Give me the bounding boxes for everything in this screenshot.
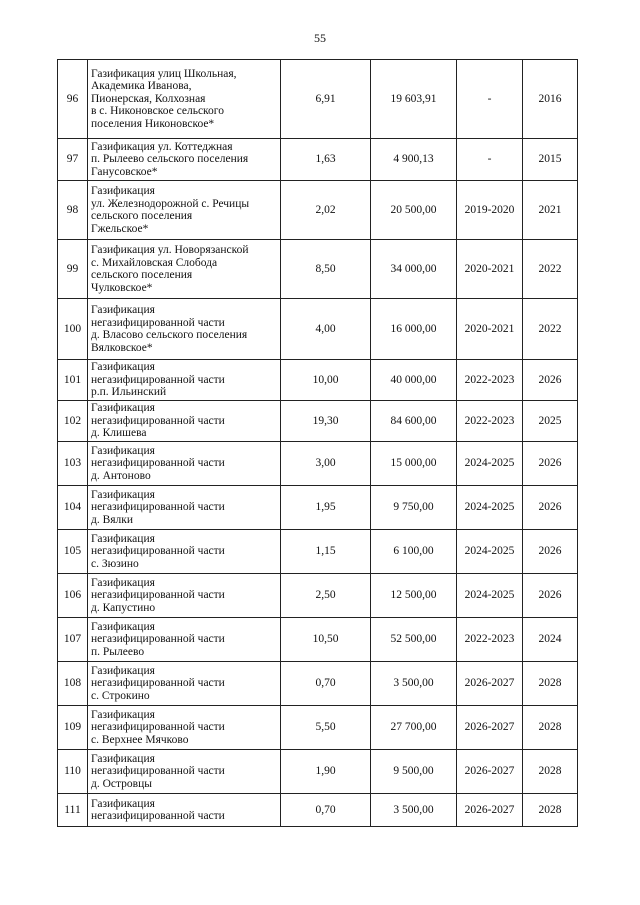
row-name-line: Газификация	[91, 444, 155, 457]
row-name-line: Газификация	[91, 304, 155, 316]
row-period: 2026-2027	[457, 706, 523, 750]
row-period: 2024-2025	[457, 530, 523, 574]
row-name-line: Газификация	[91, 185, 155, 197]
table-row	[58, 360, 578, 401]
row-year: 2016	[523, 60, 578, 139]
row-name-line: п. Рылеево сельского поселения	[91, 153, 249, 166]
row-cost: 3 500,00	[371, 662, 457, 706]
row-cost: 27 700,00	[371, 706, 457, 750]
row-name-line: Газификация	[91, 361, 155, 374]
row-number: 102	[58, 401, 88, 442]
table-row	[58, 240, 578, 299]
row-name-line: п. Рылеево	[91, 645, 145, 658]
table-row	[58, 530, 578, 574]
row-name-line: Газификация улиц Школьная,	[91, 67, 237, 80]
row-period: 2026-2027	[457, 750, 523, 794]
row-name-line: негазифицированной части	[91, 373, 225, 386]
row-length: 19,30	[281, 401, 371, 442]
table-row	[58, 401, 578, 442]
row-name	[88, 299, 281, 360]
row-year: 2025	[523, 401, 578, 442]
row-cost: 40 000,00	[371, 360, 457, 401]
row-length: 6,91	[281, 60, 371, 139]
row-name	[88, 401, 281, 442]
row-year: 2021	[523, 181, 578, 240]
row-cost: 34 000,00	[371, 240, 457, 299]
row-year: 2015	[523, 139, 578, 181]
row-name-line: Пионерская, Колхозная	[91, 92, 206, 105]
row-period: 2026-2027	[457, 662, 523, 706]
table-row	[58, 181, 578, 240]
row-number: 108	[58, 662, 88, 706]
row-name-line: Газификация ул. Коттеджная	[91, 140, 233, 153]
row-length: 1,90	[281, 750, 371, 794]
table-row	[58, 299, 578, 360]
table-row	[58, 750, 578, 794]
row-name	[88, 750, 281, 794]
row-name-line: негазифицированной части	[91, 316, 225, 329]
row-name-line: ул. Железнодорожной с. Речицы	[91, 197, 250, 210]
table-row	[58, 706, 578, 750]
row-name	[88, 360, 281, 401]
row-name-line: негазифицированной части	[91, 457, 225, 470]
row-length: 1,15	[281, 530, 371, 574]
row-year: 2028	[523, 706, 578, 750]
row-name-line: д. Власово сельского поселения	[91, 329, 248, 341]
row-name-line: д. Вялки	[91, 513, 134, 526]
row-name	[88, 60, 281, 139]
row-period: 2022-2023	[457, 401, 523, 442]
row-name-line: негазифицированной части	[91, 545, 225, 558]
row-period: -	[457, 60, 523, 139]
row-period: 2026-2027	[457, 794, 523, 827]
row-cost: 84 600,00	[371, 401, 457, 442]
row-name-line: Газификация	[91, 532, 155, 545]
table-row	[58, 794, 578, 827]
row-number: 111	[58, 794, 88, 827]
row-name-line: Академика Иванова,	[91, 80, 192, 93]
row-name	[88, 442, 281, 486]
table-row	[58, 618, 578, 662]
row-length: 10,00	[281, 360, 371, 401]
row-name-line: поселения Никоновское*	[91, 117, 215, 130]
row-name-line: Газификация ул. Новорязанской	[91, 244, 249, 256]
row-length: 2,50	[281, 574, 371, 618]
row-period: 2024-2025	[457, 442, 523, 486]
row-length: 2,02	[281, 181, 371, 240]
row-cost: 9 500,00	[371, 750, 457, 794]
row-name-line: Вялковское*	[91, 341, 153, 354]
row-name-line: с. Зюзино	[91, 557, 139, 570]
row-number: 103	[58, 442, 88, 486]
row-cost: 6 100,00	[371, 530, 457, 574]
row-name-line: негазифицированной части	[91, 677, 225, 690]
row-name-line: с. Верхнее Мячково	[91, 733, 189, 746]
row-cost: 15 000,00	[371, 442, 457, 486]
row-number: 97	[58, 139, 88, 181]
row-name	[88, 240, 281, 299]
row-name-line: Газификация	[91, 488, 155, 501]
row-length: 8,50	[281, 240, 371, 299]
row-name-line: сельского поселения	[91, 210, 193, 222]
row-name-line: с. Михайловская Слобода	[91, 256, 218, 269]
row-length: 1,95	[281, 486, 371, 530]
row-name-line: Газификация	[91, 752, 155, 765]
row-name	[88, 618, 281, 662]
row-period: -	[457, 139, 523, 181]
row-period: 2019-2020	[457, 181, 523, 240]
row-year: 2026	[523, 574, 578, 618]
row-name-line: Ганусовское*	[91, 165, 158, 178]
row-name-line: негазифицированной части	[91, 721, 225, 734]
row-name	[88, 139, 281, 181]
row-name-line: негазифицированной части	[91, 589, 225, 602]
row-period: 2024-2025	[457, 486, 523, 530]
row-name-line: сельского поселения	[91, 269, 193, 281]
row-name	[88, 486, 281, 530]
row-number: 109	[58, 706, 88, 750]
page-number: 55	[314, 31, 326, 45]
row-length: 1,63	[281, 139, 371, 181]
row-cost: 20 500,00	[371, 181, 457, 240]
row-number: 96	[58, 60, 88, 139]
row-name-line: д. Островцы	[91, 777, 152, 790]
table-row	[58, 442, 578, 486]
table-row	[58, 60, 578, 139]
row-name-line: с. Строкино	[91, 689, 150, 702]
row-name-line: Гжельское*	[91, 222, 149, 235]
row-cost: 3 500,00	[371, 794, 457, 827]
row-period: 2022-2023	[457, 618, 523, 662]
row-number: 106	[58, 574, 88, 618]
row-number: 98	[58, 181, 88, 240]
gasification-table	[57, 59, 578, 827]
table-row	[58, 574, 578, 618]
row-name-line: Газификация	[91, 708, 155, 721]
row-cost: 52 500,00	[371, 618, 457, 662]
row-name-line: д. Антоново	[91, 469, 151, 482]
row-period: 2024-2025	[457, 574, 523, 618]
row-year: 2026	[523, 360, 578, 401]
row-length: 0,70	[281, 794, 371, 827]
table-row	[58, 139, 578, 181]
row-name-line: Газификация	[91, 402, 155, 415]
row-year: 2028	[523, 662, 578, 706]
row-number: 104	[58, 486, 88, 530]
row-period: 2020-2021	[457, 240, 523, 299]
row-name-line: в с. Никоновское сельского	[91, 105, 224, 118]
row-name-line: негазифицированной части	[91, 501, 225, 514]
row-length: 3,00	[281, 442, 371, 486]
row-year: 2028	[523, 750, 578, 794]
row-number: 110	[58, 750, 88, 794]
row-number: 99	[58, 240, 88, 299]
row-name-line: д. Клишева	[91, 427, 147, 440]
row-length: 0,70	[281, 662, 371, 706]
row-name-line: р.п. Ильинский	[91, 386, 167, 399]
row-cost: 19 603,91	[371, 60, 457, 139]
row-name	[88, 794, 281, 827]
row-name-line: негазифицированной части	[91, 414, 225, 427]
row-name-line: Газификация	[91, 797, 155, 810]
row-period: 2020-2021	[457, 299, 523, 360]
row-year: 2026	[523, 530, 578, 574]
row-name	[88, 706, 281, 750]
row-cost: 12 500,00	[371, 574, 457, 618]
row-year: 2022	[523, 299, 578, 360]
row-number: 107	[58, 618, 88, 662]
row-name	[88, 662, 281, 706]
row-name-line: д. Капустино	[91, 601, 156, 614]
row-name-line: Газификация	[91, 620, 155, 633]
row-length: 4,00	[281, 299, 371, 360]
row-name	[88, 181, 281, 240]
row-number: 105	[58, 530, 88, 574]
row-year: 2024	[523, 618, 578, 662]
row-length: 5,50	[281, 706, 371, 750]
row-name-line: Газификация	[91, 664, 155, 677]
row-name-line: негазифицированной части	[91, 810, 225, 822]
row-name-line: негазифицированной части	[91, 765, 225, 778]
row-period: 2022-2023	[457, 360, 523, 401]
row-name-line: негазифицированной части	[91, 633, 225, 646]
row-cost: 4 900,13	[371, 139, 457, 181]
table-body	[58, 60, 578, 827]
row-length: 10,50	[281, 618, 371, 662]
row-cost: 9 750,00	[371, 486, 457, 530]
table-row	[58, 486, 578, 530]
row-year: 2026	[523, 486, 578, 530]
row-number: 101	[58, 360, 88, 401]
row-year: 2028	[523, 794, 578, 827]
row-name-line: Газификация	[91, 576, 155, 589]
row-year: 2022	[523, 240, 578, 299]
row-number: 100	[58, 299, 88, 360]
row-name-line: Чулковское*	[91, 281, 153, 294]
row-name	[88, 530, 281, 574]
row-year: 2026	[523, 442, 578, 486]
row-cost: 16 000,00	[371, 299, 457, 360]
row-name	[88, 574, 281, 618]
table-row	[58, 662, 578, 706]
